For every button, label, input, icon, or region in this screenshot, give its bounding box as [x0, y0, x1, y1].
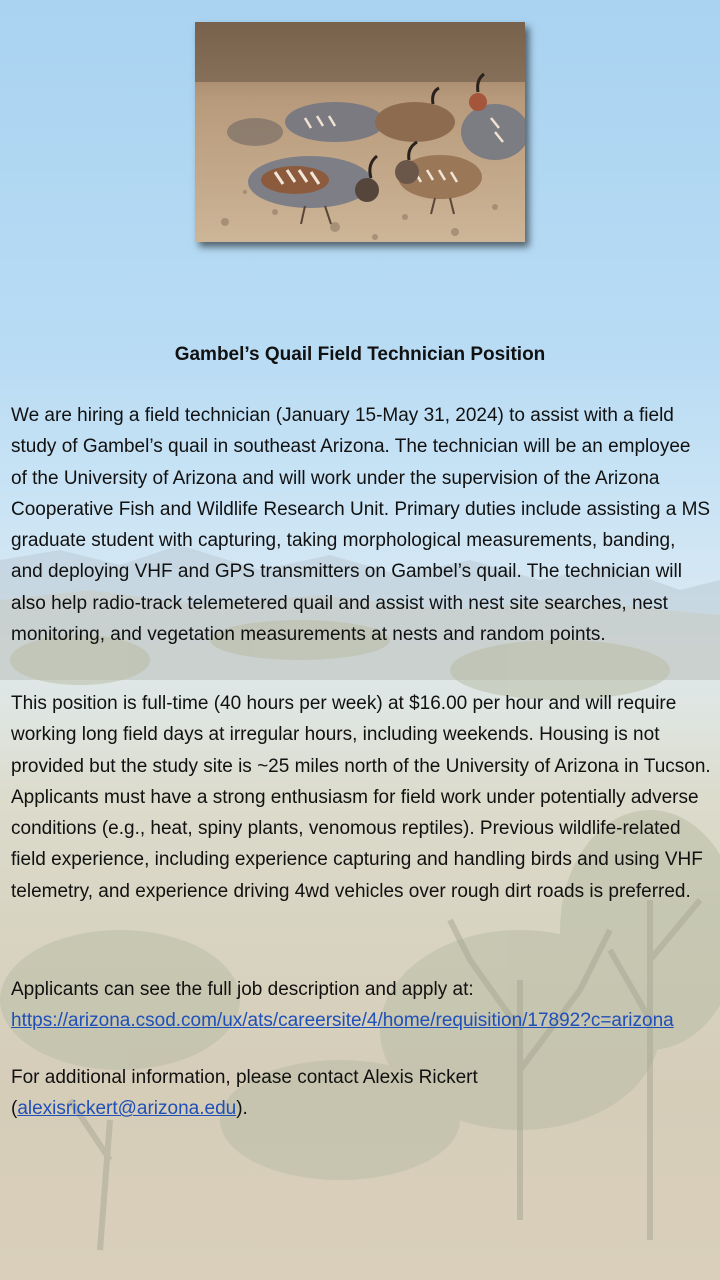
contact-paragraph	[11, 1062, 711, 1125]
apply-text: Applicants can see the full job description and apply at:	[11, 979, 474, 1000]
apply-link[interactable]: https://arizona.csod.com/ux/ats/careersite/4/home/requisition/17892?c=arizona	[11, 1010, 674, 1032]
contact-close-paren: ).	[236, 1098, 248, 1120]
terms-paragraph: This position is full-time (40 hours per week) at $16.00 per hour and will require working long field days at irregular hours, including weekends. Housing is not provided but the study site is ~25 miles north of the University of Arizona in Tucson. Applicants must have a strong enthusiasm for field work under potentially adverse conditions (e.g., heat, spiny plants, venomous reptiles). Previous wildlife-related field experience, including experience capturing and handling birds and using VHF telemetry, and experience driving 4wd vehicles over rough dirt roads is preferred.	[11, 693, 711, 902]
description-paragraph: We are hiring a field technician (January 15-May 31, 2024) to assist with a field study of Gambel’s quail in southeast Arizona. The technician will be an employee of the University of Arizona and will work under the supervision of the Arizona Cooperative Fish and Wildlife Research Unit. Primary duties include assisting a MS graduate student with capturing, taking morphological measurements, banding, and deploying VHF and GPS transmitters on Gambel’s quail. The technician will also help radio-track telemetered quail and assist with nest site searches, nest monitoring, and vegetation measurements at nests and random points.	[11, 405, 711, 646]
quail-photo	[195, 22, 525, 242]
contact-email-link[interactable]: alexisrickert@arizona.edu	[17, 1098, 237, 1120]
quail-photo-icon	[195, 22, 525, 242]
contact-text: For additional information, please contact Alexis Rickert	[11, 1067, 478, 1088]
apply-paragraph	[11, 974, 711, 1037]
page-title: Gambel’s Quail Field Technician Position	[174, 344, 546, 365]
contact-open-paren: (	[11, 1098, 18, 1120]
